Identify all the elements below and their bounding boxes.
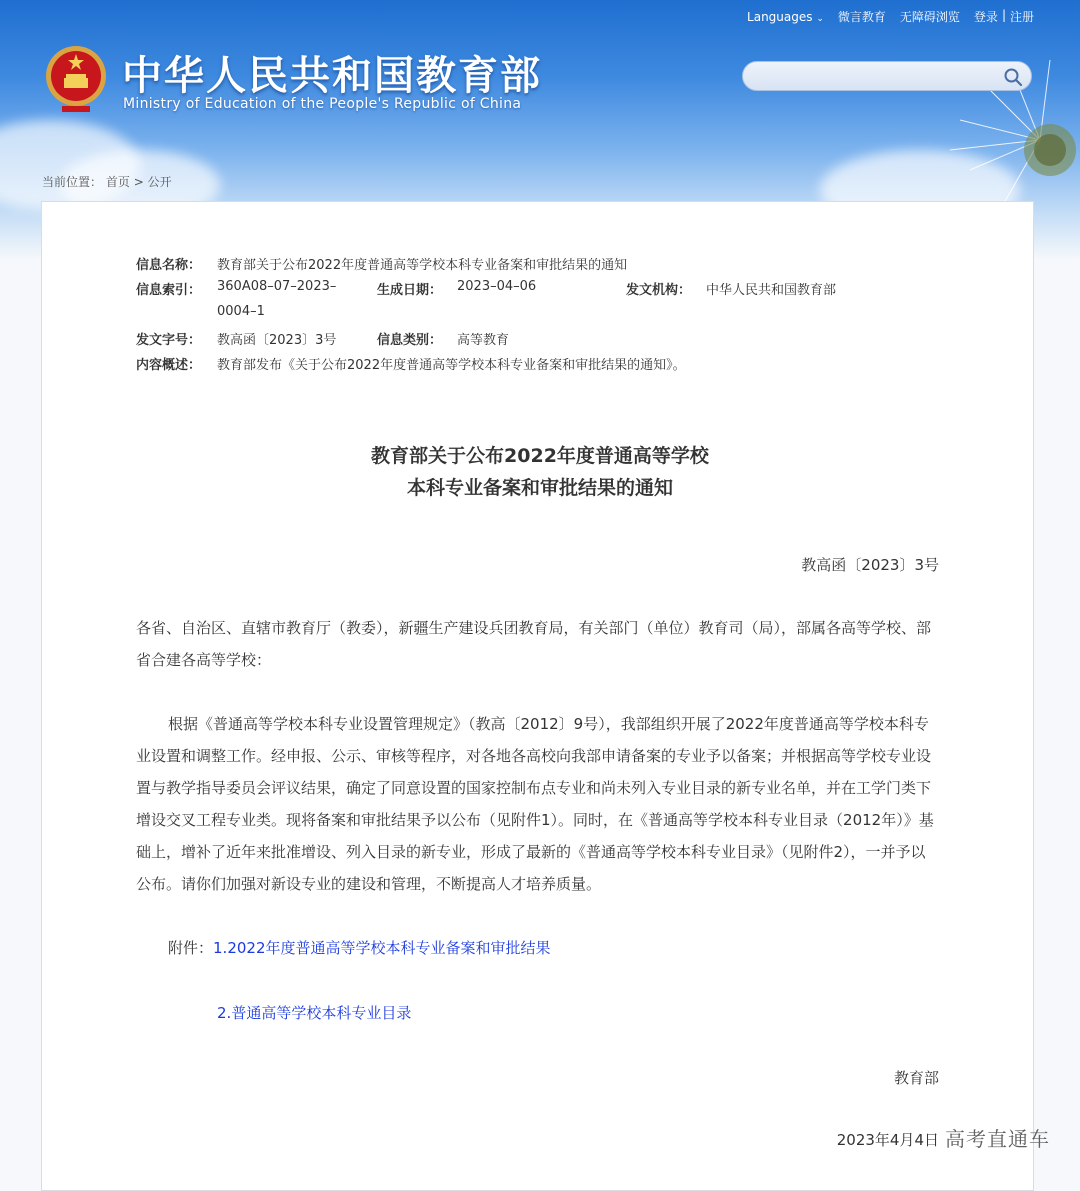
top-navigation (747, 8, 1034, 25)
meta-date-value: 2023–04–06 (457, 279, 537, 294)
breadcrumb-separator: > (133, 175, 144, 189)
meta-index-value: 360A08–07–2023– (217, 279, 337, 294)
meta-name-label: 信息名称： (136, 258, 202, 273)
attachment-2 (217, 1002, 411, 1023)
article-signer: 教育部 (893, 1069, 939, 1087)
article-salutation: 各省、自治区、直辖市教育厅（教委），新疆生产建设兵团教育局，有关部门（单位）教育司（局），部属各高等学校、部省合建各高等学校： (136, 619, 932, 669)
attachment-label: 附件： (168, 939, 214, 957)
chevron-down-icon: ⌄ (816, 13, 824, 24)
weibo-link[interactable]: 微言教育 (837, 10, 886, 24)
search-box (742, 61, 1032, 91)
article-date: 2023年4月4日 (836, 1131, 939, 1149)
site-title: 中华人民共和国教育部 (122, 53, 542, 99)
attachment-1-number[interactable]: 1. (213, 939, 228, 957)
breadcrumb-home-link[interactable]: 首页 (105, 175, 130, 189)
meta-docnum-value: 教高函〔2023〕3号 (217, 333, 337, 348)
article-paragraph: 根据《普通高等学校本科专业设置管理规定》（教高〔2012〕9号），我部组织开展了2022年度普通高等学校本科专业设置和调整工作。经申报、公示、审核等程序，对各地各高校向我部申请备案的专业予以备案；并根据高等学校专业设置与教学指导委员会评议结果，确定了同意设置的国家控制布点专业和尚未列入专业目录的新专业名单，并在工学门类下增设交叉工程专业类。现将备案和审批结果予以公布（见附件1）。同时，在《普通高等学校本科专业目录（2012年）》基础上，增补了近年来批准增设、列入目录的新专业，形成了最新的《普通高等学校本科专业目录》（见附件2），一并予以公布。请你们加强对新设专业的建设和管理，不断提高人才培养质量。 (136, 715, 934, 893)
languages-menu[interactable] (747, 10, 824, 24)
breadcrumb (42, 173, 172, 190)
meta-category-label: 信息类别： (377, 333, 443, 348)
meta-org-label: 发文机构： (626, 283, 692, 298)
meta-org-value: 中华人民共和国教育部 (706, 283, 837, 298)
register-link[interactable]: 注册 (1009, 10, 1034, 24)
breadcrumb-current-link[interactable]: 公开 (147, 175, 172, 189)
meta-date-label: 生成日期： (377, 283, 443, 298)
separator: | (1001, 8, 1006, 22)
accessible-browsing-link[interactable]: 无障碍浏览 (899, 10, 960, 24)
article-title (0, 440, 1080, 504)
meta-summary-value: 教育部发布《关于公布2022年度普通高等学校本科专业备案和审批结果的通知》。 (217, 358, 686, 373)
attachment-1 (168, 937, 551, 958)
meta-summary-label: 内容概述： (136, 358, 202, 373)
site-subtitle: Ministry of Education of the People's Republic of China (123, 96, 522, 112)
languages-label: Languages (747, 9, 813, 24)
breadcrumb-label: 当前位置： (42, 175, 103, 189)
watermark: 高考直通车 (945, 1127, 1050, 1151)
national-emblem-icon (44, 44, 108, 114)
meta-docnum-label: 发文字号： (136, 333, 202, 348)
meta-index-label: 信息索引： (136, 283, 202, 298)
attachment-2-link[interactable]: 普通高等学校本科专业目录 (231, 1004, 412, 1022)
meta-name-value: 教育部关于公布2022年度普通高等学校本科专业备案和审批结果的通知 (217, 258, 628, 273)
search-input[interactable] (755, 62, 999, 90)
article-title-line2: 本科专业备案和审批结果的通知 (406, 477, 673, 499)
article-title-line1: 教育部关于公布2022年度普通高等学校 (371, 445, 709, 467)
content-panel (41, 201, 1034, 1191)
search-icon[interactable] (1003, 67, 1023, 87)
account-links (974, 8, 1034, 25)
attachment-2-number[interactable]: 2. (217, 1004, 232, 1022)
meta-index-value-cont: 0004–1 (217, 304, 265, 319)
login-link[interactable]: 登录 (973, 10, 998, 24)
article-doc-number: 教高函〔2023〕3号 (801, 556, 939, 574)
attachment-1-link[interactable]: 2022年度普通高等学校本科专业备案和审批结果 (227, 939, 551, 957)
meta-category-value: 高等教育 (457, 333, 510, 348)
